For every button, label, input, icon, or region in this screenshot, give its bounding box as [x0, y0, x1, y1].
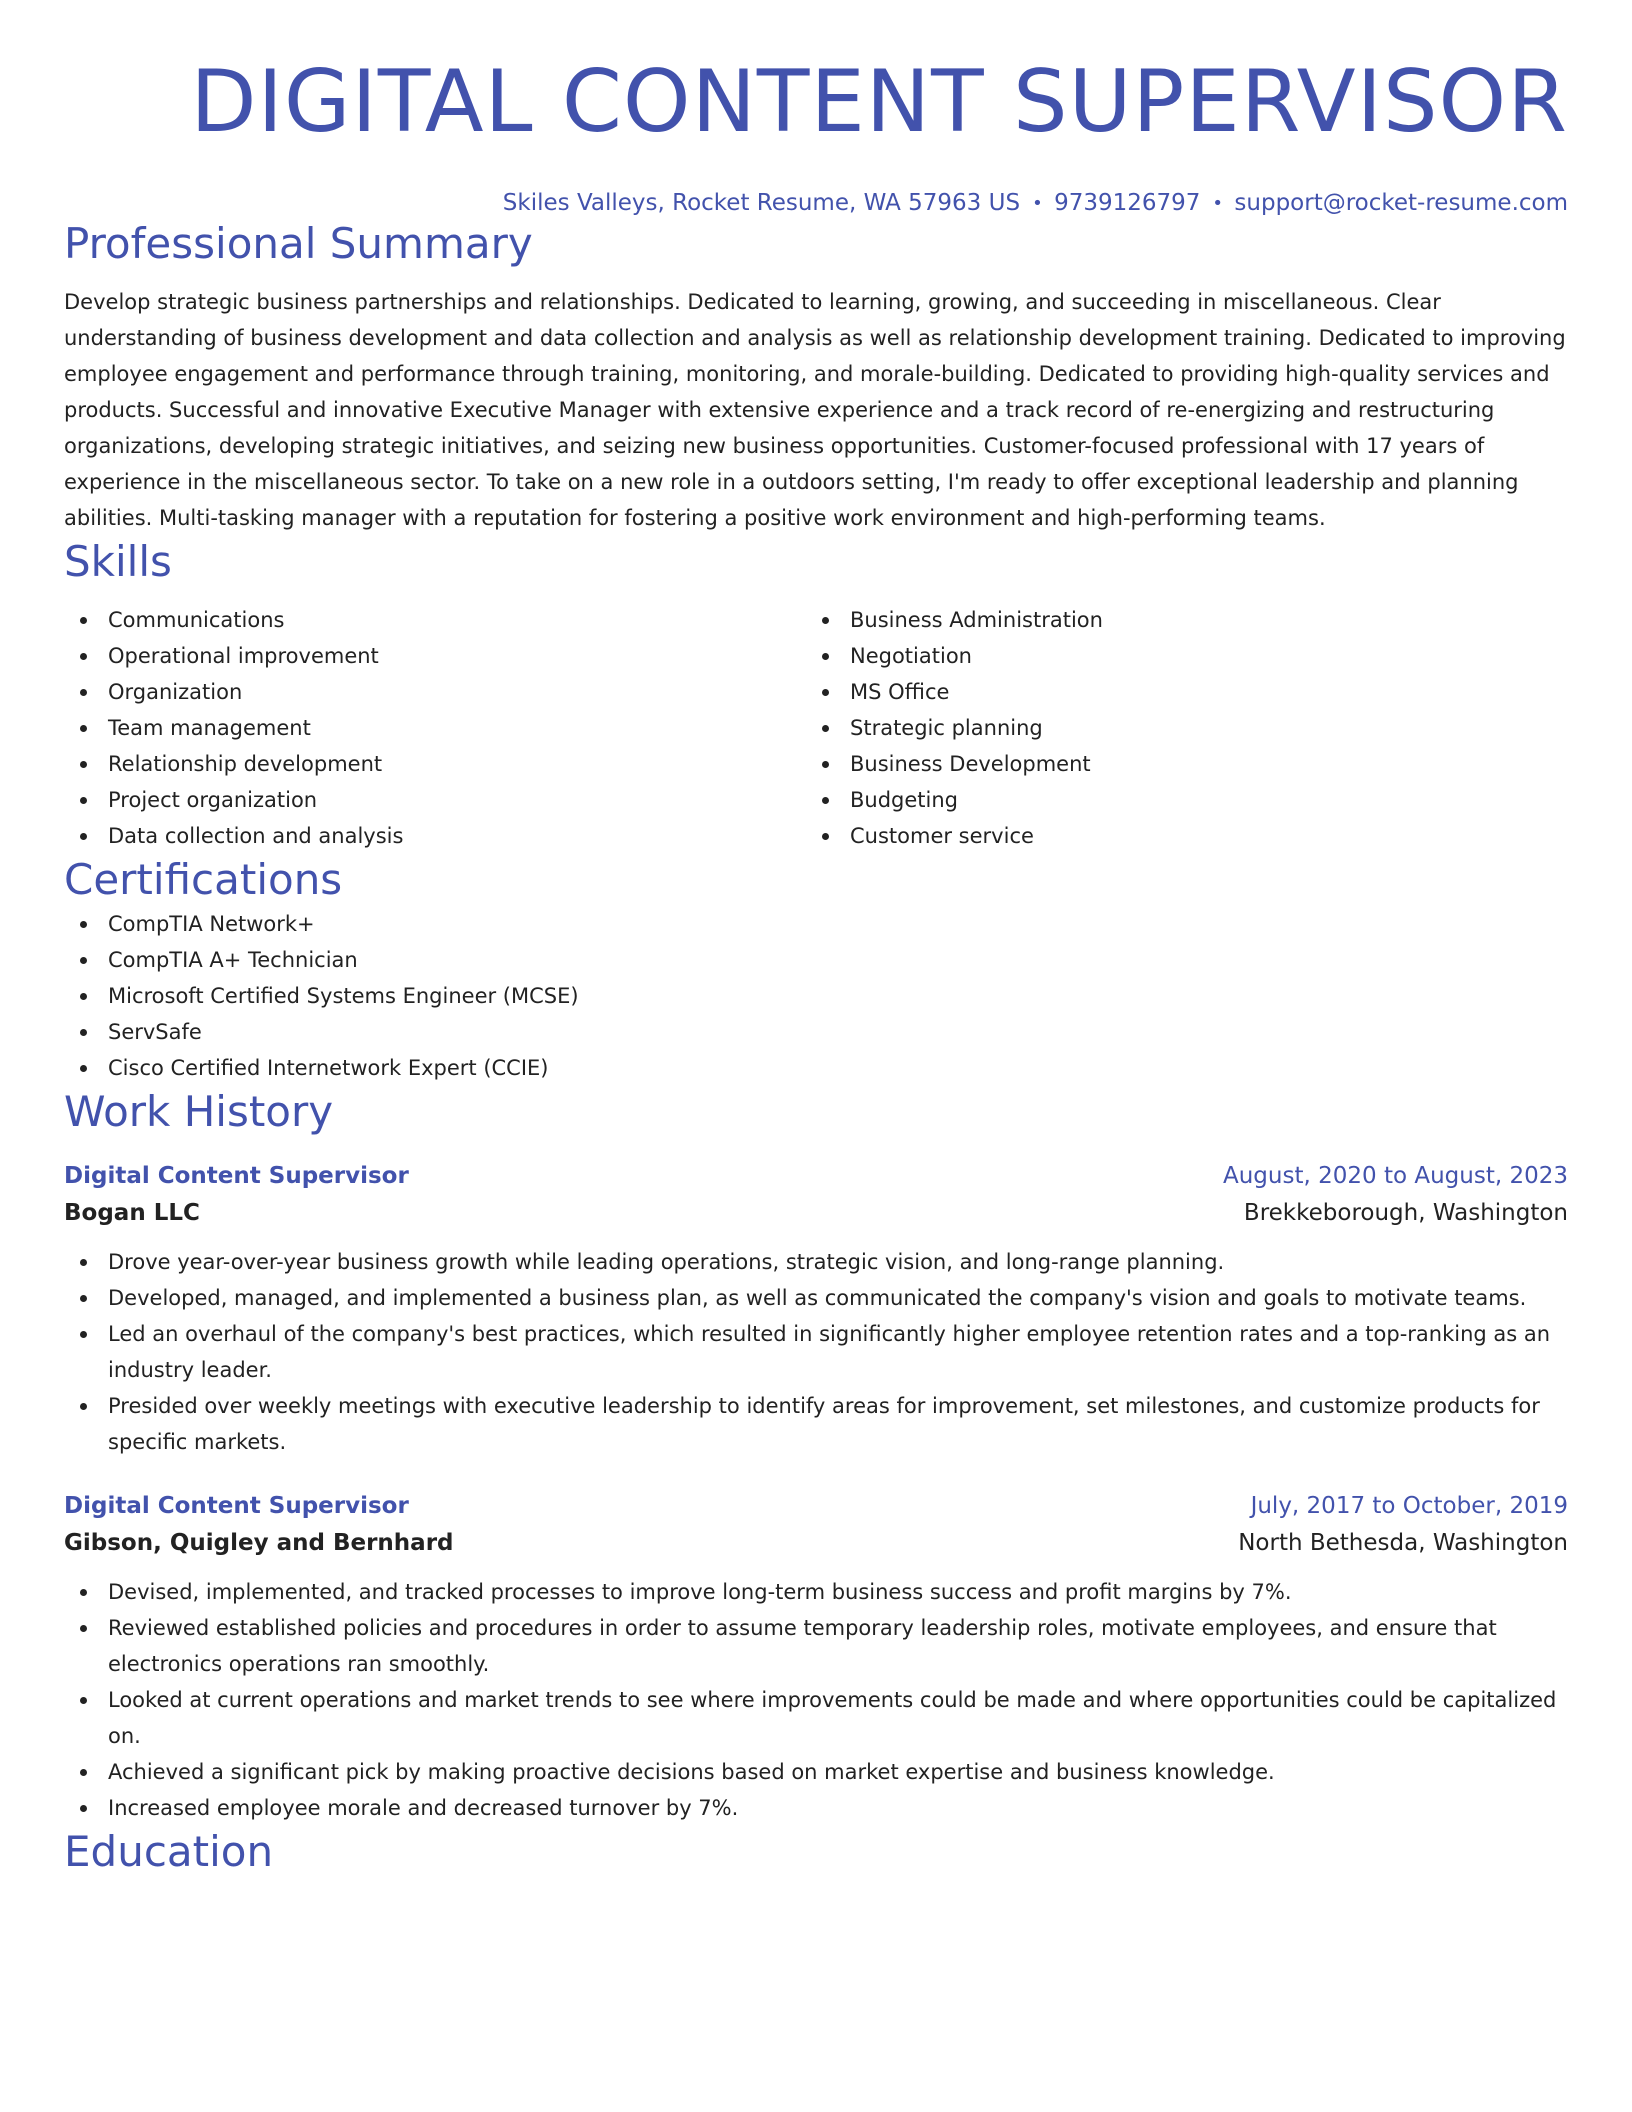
job-dates: July, 2017 to October, 2019 — [1250, 1493, 1568, 1519]
skills-list-right — [806, 602, 1548, 854]
skill-item: Data collection and analysis — [64, 818, 806, 854]
job-entry — [64, 1158, 1568, 1460]
education-section — [64, 1826, 1568, 1878]
job-bullet: Increased employee morale and decreased turnover by 7%. — [64, 1790, 1568, 1826]
skills-list-left — [64, 602, 806, 854]
certifications-heading: Certifications — [64, 855, 343, 904]
job-title-row — [64, 1488, 1568, 1524]
job-dates: August, 2020 to August, 2023 — [1223, 1163, 1568, 1189]
certifications-section — [64, 854, 1568, 1086]
job-bullet: Led an overhaul of the company's best practices, which resulted in significantly higher employee retention rates and a top-ranking as an industry leader. — [64, 1316, 1568, 1388]
certification-item: CompTIA Network+ — [64, 906, 1568, 942]
certification-item: CompTIA A+ Technician — [64, 942, 1568, 978]
job-bullet: Developed, managed, and implemented a business plan, as well as communicated the company's vision and goals to motivate teams. — [64, 1280, 1568, 1316]
job-location: North Bethesda, Washington — [1238, 1530, 1568, 1556]
skill-item: Relationship development — [64, 746, 806, 782]
work-history-heading: Work History — [64, 1087, 334, 1136]
contact-phone: 9739126797 — [1054, 190, 1201, 216]
skill-item: Negotiation — [806, 638, 1548, 674]
skills-section — [64, 536, 1568, 854]
skill-item: Strategic planning — [806, 710, 1548, 746]
job-bullets — [64, 1574, 1568, 1826]
work-history-section — [64, 1086, 1568, 1826]
job-title: Digital Content Supervisor — [64, 1163, 409, 1189]
certifications-list — [64, 906, 1568, 1086]
job-company: Bogan LLC — [64, 1200, 200, 1226]
skill-item: Budgeting — [806, 782, 1548, 818]
certification-item: Cisco Certified Internetwork Expert (CCIE) — [64, 1050, 1568, 1086]
candidate-title: DIGITAL CONTENT SUPERVISOR — [190, 52, 1568, 152]
job-bullet: Achieved a significant pick by making proactive decisions based on market expertise and business knowledge. — [64, 1754, 1568, 1790]
job-bullet: Reviewed established policies and procedures in order to assume temporary leadership roles, motivate employees, and ensure that electronics operations ran smoothly. — [64, 1610, 1568, 1682]
job-bullet: Drove year-over-year business growth while leading operations, strategic vision, and long-range planning. — [64, 1244, 1568, 1280]
contact-line — [64, 190, 1568, 218]
skill-item: Organization — [64, 674, 806, 710]
job-title-row — [64, 1158, 1568, 1194]
skill-item: Customer service — [806, 818, 1548, 854]
job-company-row — [64, 1524, 1568, 1562]
contact-email: support@rocket-resume.com — [1234, 190, 1568, 216]
job-title: Digital Content Supervisor — [64, 1493, 409, 1519]
skill-item: Team management — [64, 710, 806, 746]
certification-item: ServSafe — [64, 1014, 1568, 1050]
skill-item: Communications — [64, 602, 806, 638]
contact-separator: • — [1032, 193, 1043, 214]
job-bullet: Presided over weekly meetings with executive leadership to identify areas for improvement, set milestones, and customize products for specific markets. — [64, 1388, 1568, 1460]
skill-item: Operational improvement — [64, 638, 806, 674]
skill-item: Business Administration — [806, 602, 1548, 638]
job-entry — [64, 1488, 1568, 1826]
contact-address: Skiles Valleys, Rocket Resume, WA 57963 US — [502, 190, 1021, 216]
job-location: Brekkeborough, Washington — [1243, 1200, 1568, 1226]
job-bullet: Looked at current operations and market trends to see where improvements could be made and where opportunities could be capitalized on. — [64, 1682, 1568, 1754]
skills-columns — [64, 602, 1568, 854]
summary-text: Develop strategic business partnerships and relationships. Dedicated to learning, growing, and succeeding in miscellaneous. Clear understanding of business development and data collection and analysis as well as relationship development training. Dedicated to improving employee engagement and performance through training, monitoring, and morale-building. Dedicated to providing high-quality services and products. Successful and innovative Executive Manager with extensive experience and a track record of re-energizing and restructuring organizations, developing strategic initiatives, and seizing new business opportunities. Customer-focused professional with 17 years of experience in the miscellaneous sector. To take on a new role in a outdoors setting, I'm ready to offer exceptional leadership and planning abilities. Multi-tasking manager with a reputation for fostering a positive work environment and high-performing teams. — [64, 290, 1566, 530]
job-bullets — [64, 1244, 1568, 1460]
education-heading: Education — [64, 1827, 274, 1876]
skill-item: Project organization — [64, 782, 806, 818]
job-company: Gibson, Quigley and Bernhard — [64, 1530, 454, 1556]
summary-section — [64, 218, 1568, 536]
skills-heading: Skills — [64, 537, 172, 586]
job-company-row — [64, 1194, 1568, 1232]
certification-item: Microsoft Certified Systems Engineer (MCSE) — [64, 978, 1568, 1014]
skill-item: MS Office — [806, 674, 1548, 710]
summary-heading: Professional Summary — [64, 219, 533, 268]
skill-item: Business Development — [806, 746, 1548, 782]
resume-header — [64, 0, 1568, 218]
contact-separator: • — [1212, 193, 1224, 214]
job-bullet: Devised, implemented, and tracked processes to improve long-term business success and profit margins by 7%. — [64, 1574, 1568, 1610]
